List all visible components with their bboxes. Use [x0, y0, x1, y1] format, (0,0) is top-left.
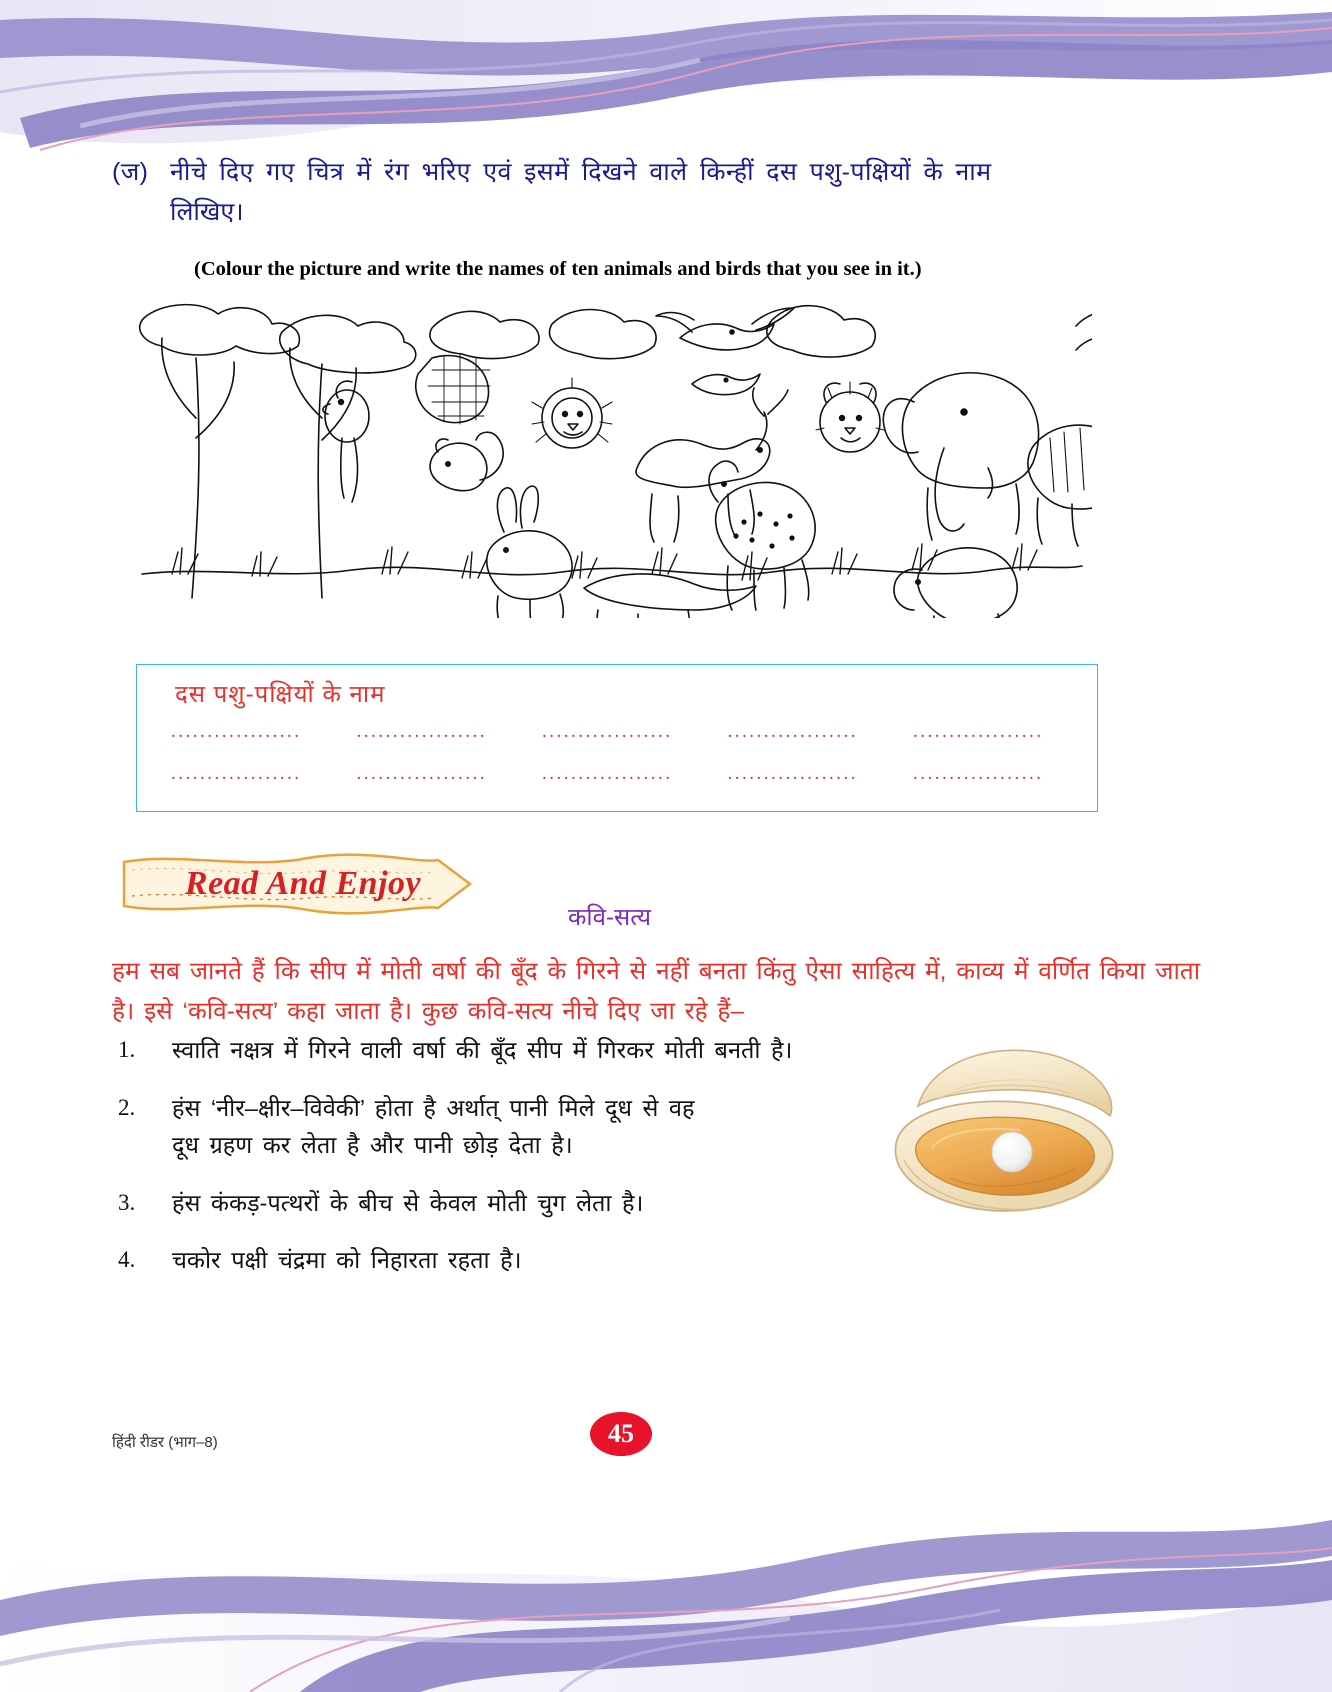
question-line-2: लिखिए। — [170, 198, 244, 226]
list-item — [118, 1032, 908, 1070]
answer-blank[interactable]: .................. — [171, 721, 302, 742]
list-item-text — [172, 1032, 908, 1070]
answer-blank[interactable]: .................. — [727, 721, 858, 742]
answer-line-row — [171, 721, 1071, 743]
answer-blank[interactable]: .................. — [356, 721, 487, 742]
list-item-text — [172, 1090, 908, 1165]
list-item-line-1: चकोर पक्षी चंद्रमा को निहारता रहता है। — [172, 1247, 522, 1274]
answer-lines — [171, 721, 1071, 805]
poem-heading: कवि-सत्य — [568, 904, 652, 931]
list-item-line-1: स्वाति नक्षत्र में गिरने वाली वर्षा की बूँद सीप में गिरकर मोती बनती है। — [172, 1037, 793, 1063]
list-item-number: 2. — [118, 1094, 136, 1120]
read-and-enjoy-label: Read And Enjoy — [184, 865, 422, 902]
list-item — [118, 1242, 908, 1280]
answer-line-row — [171, 763, 1071, 785]
answer-box[interactable] — [136, 664, 1098, 812]
question-marker: (ज) — [112, 158, 149, 186]
answer-blank[interactable]: .................. — [913, 721, 1044, 742]
question-line-1 — [112, 152, 1222, 192]
answer-blank[interactable]: .................. — [913, 763, 1044, 784]
poem-intro-paragraph: हम सब जानते हैं कि सीप में मोती वर्षा की बूँद के गिरने से नहीं बनता किंतु ऐसा साहित्य में, काव्य में वर्णित किया जाता है। इसे ‘कवि-सत्य’ कहा जाता है। कुछ कवि-सत्य नीचे दिए जा रहे हैं– — [112, 958, 1201, 1025]
answer-blank[interactable]: .................. — [171, 763, 302, 784]
answer-blank[interactable]: .................. — [356, 763, 487, 784]
oyster-shell-with-pearl — [880, 1040, 1130, 1245]
answer-blank[interactable]: .................. — [542, 763, 673, 784]
question-block — [112, 152, 1222, 281]
footer-book-title: हिंदी रीडर (भाग–8) — [112, 1434, 218, 1451]
question-english-translation: (Colour the picture and write the names of ten animals and birds that you see in it.) — [194, 258, 922, 280]
answer-box-title: दस पशु-पक्षियों के नाम — [175, 681, 386, 708]
list-item — [118, 1185, 908, 1223]
question-text: नीचे दिए गए चित्र में रंग भरिए एवं इसमें दिखने वाले किन्हीं दस पशु-पक्षियों के नाम — [170, 158, 992, 186]
page-number-badge: 45 — [590, 1412, 652, 1456]
list-item-text — [172, 1185, 908, 1223]
list-item-number: 1. — [118, 1037, 136, 1062]
list-item-line-1: हंस ‘नीर–क्षीर–विवेकी’ होता है अर्थात् पानी मिले दूध से वह — [172, 1094, 695, 1121]
list-item-text — [172, 1242, 908, 1280]
kavi-satya-list — [118, 1032, 908, 1300]
list-item — [118, 1090, 908, 1165]
jungle-animals-line-drawing — [132, 298, 1092, 618]
list-item-line-2: दूध ग्रहण कर लेता है और पानी छोड़ देता है। — [172, 1132, 573, 1159]
answer-blank[interactable]: .................. — [542, 721, 673, 742]
list-item-number: 4. — [118, 1247, 136, 1273]
answer-blank[interactable]: .................. — [727, 763, 858, 784]
list-item-number: 3. — [118, 1189, 136, 1215]
read-and-enjoy-banner — [118, 848, 488, 920]
list-item-line-1: हंस कंकड़-पत्थरों के बीच से केवल मोती चुग लेता है। — [172, 1189, 644, 1216]
